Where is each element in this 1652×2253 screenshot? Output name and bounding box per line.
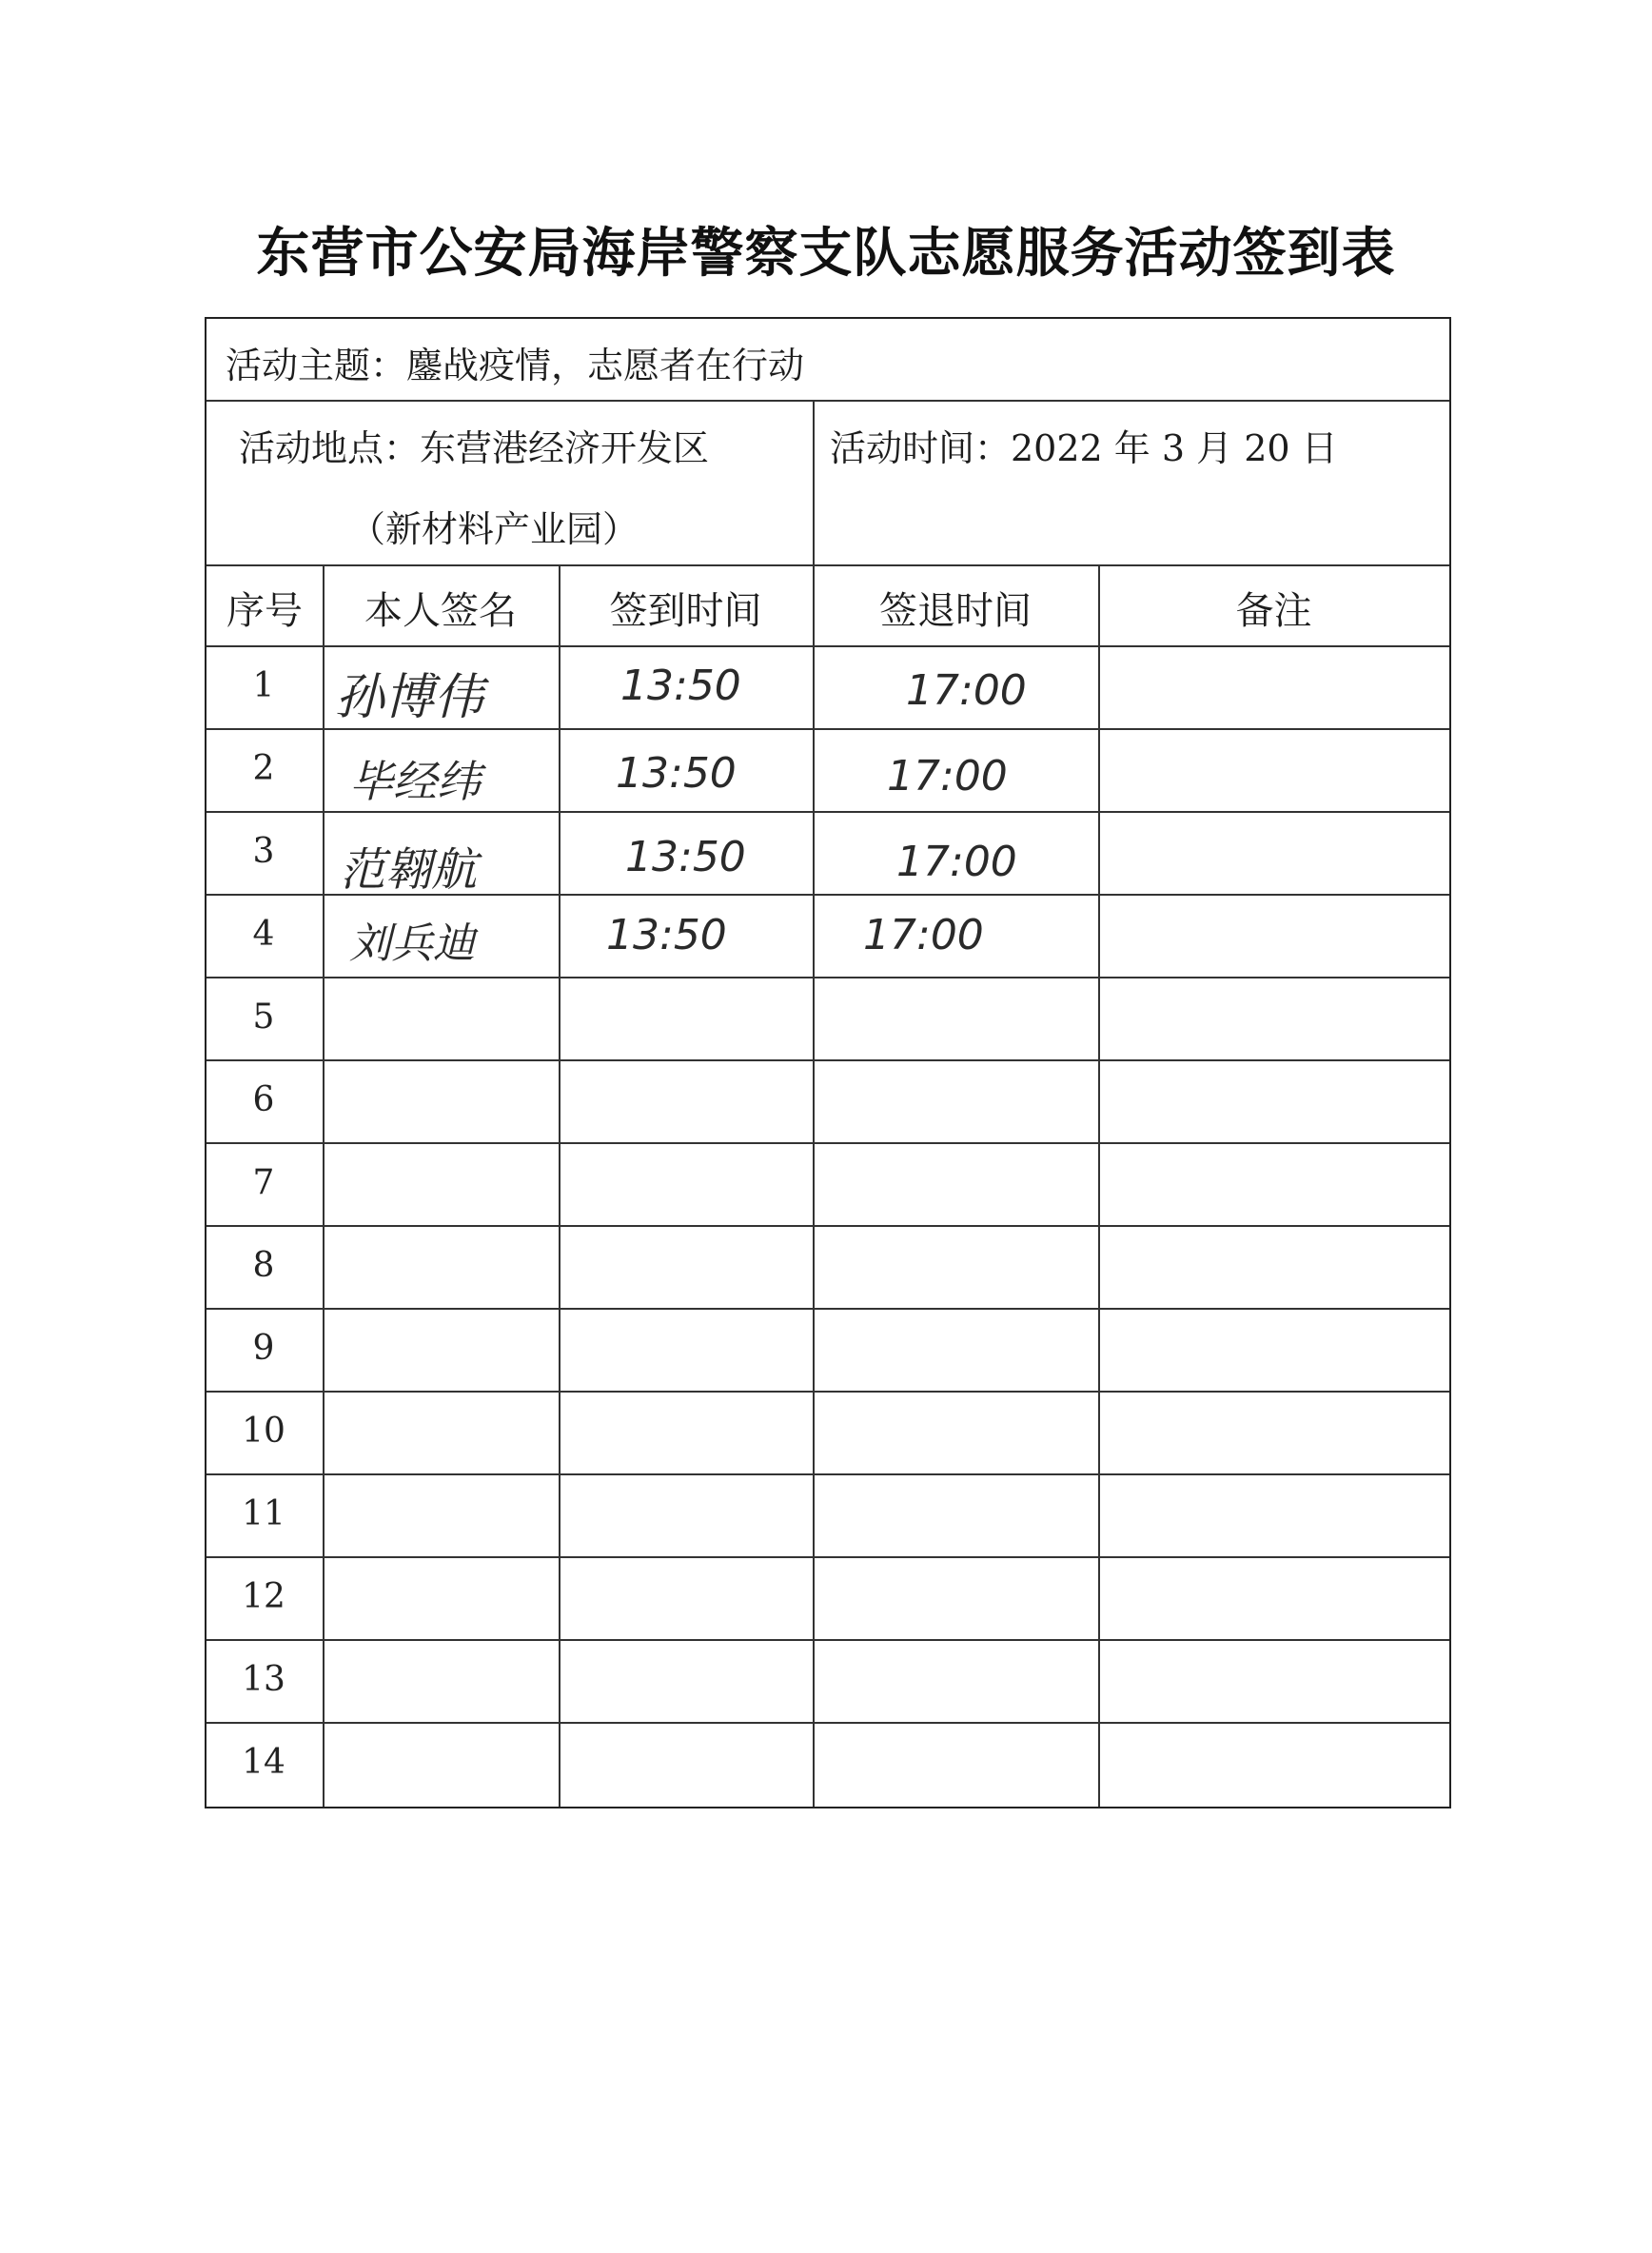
signature-4: 刘兵迪 bbox=[349, 919, 475, 968]
row-number: 9 bbox=[252, 1329, 275, 1368]
row-number: 14 bbox=[242, 1743, 285, 1782]
row-divider bbox=[206, 1473, 1449, 1475]
row-divider bbox=[206, 1391, 1449, 1393]
activity-time: 活动时间：2022 年 3 月 20 日 bbox=[830, 427, 1338, 469]
row-divider bbox=[206, 1225, 1449, 1227]
row-number: 3 bbox=[252, 832, 275, 871]
sign-out-time-2: 17:00 bbox=[887, 752, 1008, 800]
row-divider bbox=[206, 1722, 1449, 1724]
signature-2: 毕经纬 bbox=[349, 756, 481, 807]
divider bbox=[559, 564, 560, 1807]
signature-1: 孙博伟 bbox=[335, 669, 484, 726]
row-number: 11 bbox=[242, 1494, 285, 1533]
header-sign-out-time: 签退时间 bbox=[879, 589, 1032, 633]
divider bbox=[813, 564, 815, 1807]
divider bbox=[206, 564, 1449, 566]
row-divider bbox=[206, 811, 1449, 813]
divider bbox=[206, 645, 1449, 647]
sign-in-time-2: 13:50 bbox=[616, 749, 737, 798]
row-number: 13 bbox=[242, 1660, 285, 1699]
row-divider bbox=[206, 1059, 1449, 1061]
row-number: 5 bbox=[252, 998, 275, 1037]
divider bbox=[1098, 564, 1100, 1807]
signature-3: 范翱航 bbox=[340, 843, 478, 897]
document-title: 东营市公安局海岸警察支队志愿服务活动签到表 bbox=[256, 223, 1396, 285]
divider bbox=[206, 400, 1449, 402]
divider bbox=[323, 564, 324, 1807]
sign-in-time-3: 13:50 bbox=[625, 833, 746, 881]
row-divider bbox=[206, 977, 1449, 978]
sign-in-time-1: 13:50 bbox=[620, 662, 741, 710]
row-number: 1 bbox=[252, 666, 275, 705]
header-seq: 序号 bbox=[226, 589, 303, 633]
activity-location: 活动地点：东营港经济开发区 bbox=[239, 427, 710, 469]
activity-location-detail: （新材料产业园） bbox=[349, 508, 639, 550]
row-number: 2 bbox=[252, 749, 275, 788]
sign-out-time-4: 17:00 bbox=[863, 911, 984, 959]
row-number: 6 bbox=[252, 1080, 275, 1119]
divider bbox=[813, 400, 815, 564]
row-number: 8 bbox=[252, 1246, 275, 1285]
row-number: 7 bbox=[252, 1163, 275, 1202]
sign-out-time-1: 17:00 bbox=[906, 666, 1027, 715]
row-number: 10 bbox=[242, 1412, 285, 1451]
sign-out-time-3: 17:00 bbox=[896, 838, 1017, 886]
row-divider bbox=[206, 728, 1449, 730]
row-number: 4 bbox=[252, 915, 275, 954]
header-sign-in-time: 签到时间 bbox=[609, 589, 762, 633]
header-signature: 本人签名 bbox=[364, 589, 517, 633]
row-number: 12 bbox=[242, 1577, 285, 1616]
row-divider bbox=[206, 1142, 1449, 1144]
header-remarks: 备注 bbox=[1235, 589, 1312, 633]
sign-in-time-4: 13:50 bbox=[606, 911, 727, 959]
row-divider bbox=[206, 1556, 1449, 1558]
sign-in-sheet-table bbox=[205, 317, 1451, 1808]
row-divider bbox=[206, 1639, 1449, 1641]
activity-theme: 活动主题：鏖战疫情，志愿者在行动 bbox=[226, 345, 805, 386]
row-divider bbox=[206, 1308, 1449, 1310]
